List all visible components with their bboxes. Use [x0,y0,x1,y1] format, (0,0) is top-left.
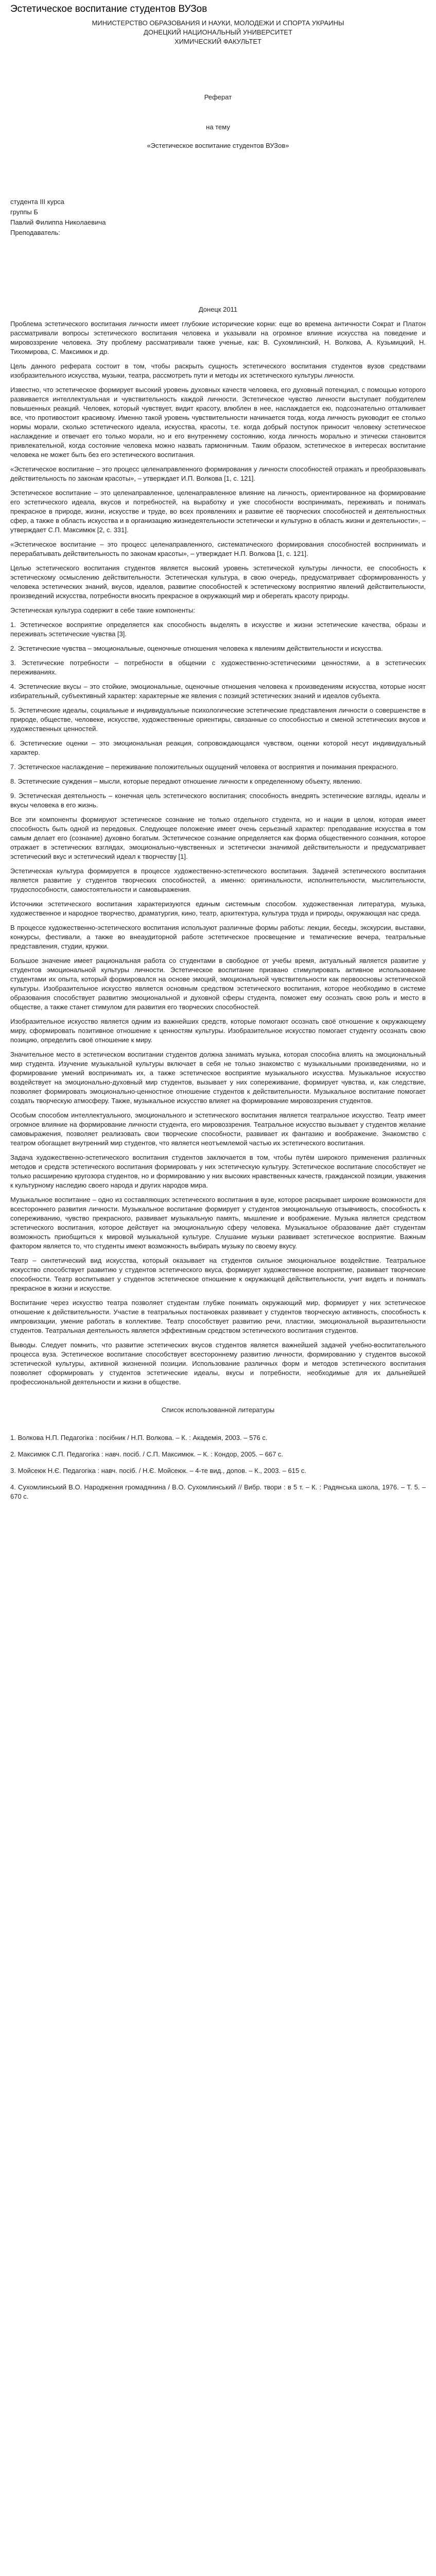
body-paragraph: 1. Эстетическое восприятие определяется как способность выделять в искусстве и жизни эстетические качества, образы и переживать эстетические чувства [3]. [10,621,426,638]
body-paragraph: 4. Эстетические вкусы – это стойкие, эмоциональные, оценочные отношения человека к произведениям искусства, которые носят избирательный, субъективный характер: характерные же явления с позиций эстетических знаний и идеалов субъекта. [10,683,426,700]
body-paragraph: 5. Эстетические идеалы, социальные и индивидуальные психологические эстетические представления личности о совершенстве в природе, обществе, человеке, искусстве, художественные ориентиры, связанные со способностью и сменой эстетических вкусов и художественных ценностей. [10,706,426,733]
body-paragraph: Источники эстетического воспитания характеризуются единым системным способом. художественная литература, музыка, художественное и народное творчество, драматургия, кино, театр, архитектура, культура труда и природы, окружающая нас среда. [10,900,426,917]
body-paragraph: Цель данного реферата состоит в том, чтобы раскрыть сущность эстетического воспитания студентов вузов средствами изобразительного искусства, музыки, театра, рассмотреть пути и методы их эстетического культуры личности. [10,362,426,379]
bibliography-item: 3. Мойсеюк Н.Є. Педагогіка : навч. посіб. / Н.Є. Мойсеюк. – 4-те вид., допов. – К., 2003. – 615 с. [10,1467,306,1475]
body-paragraph: Целью эстетического воспитания студентов является высокий уровень эстетической культуры личности, ее способность к эстетическому осмыслению действительности. Эстетическая культура, в свою очередь, предусматривает сформированность у человека эстетических знаний, вкусов, идеалов, развитие способностей к эстетическому восприятию явлений действительности, произведений искусства, потребности вносить прекрасное в окружающий мир и оберегать красоту природы. [10,564,426,600]
body-paragraph: В процессе художественно-эстетического воспитания используют различные формы работы: лекции, беседы, экскурсии, выставки, конкурсы, фестивали, а также во внеаудиторной работе эстетическое просвещение и тематические вечера, театральные представления, студии, кружки. [10,924,426,950]
bibliography-list [10,1433,426,1501]
student-course: студента III курса [10,198,64,206]
body-paragraph: Большое значение имеет рациональная работа со студентами в свободное от учебы время, актуальный является развитие у студентов эмоциональной культуры личности. Эстетическое воспитание призвано стимулировать активное использование студентами их опыта, который формировался на основе эмоций, эмоциональной чувствительности как первоосновы эстетической культуры. Изобразительное искусство является основным средством эстетического воспитания, которое необходимо в системе образования способствует развитию эмоциональной и духовной сферы студента, поможет ему осознать свою роль и место в обществе, а также станет стимулом для развития его творческих способностей. [10,957,426,1011]
body-paragraph: 6. Эстетические оценки – это эмоциональная реакция, сопровождающаяся чувством, оценки которой несут индивидуальный характер. [10,739,426,756]
body-paragraph: 3. Эстетические потребности – потребности в общении с художественно-эстетическими ценностями, а в эстетических переживаниях. [10,659,426,676]
student-name: Павлий Филиппа Николаевича [10,218,106,226]
student-info [10,197,426,238]
ministry-line: МИНИСТЕРСТВО ОБРАЗОВАНИЯ И НАУКИ, МОЛОДЕЖИ И СПОРТА УКРАИНЫ [92,19,344,27]
body-paragraph: Эстетическое воспитание – это целенаправленное, целенаправленное влияние на личность, ориентированное на формирование его эстетического идеала, вкусов и потребностей, на выработку и уже способности воспринимать, переживать и понимать прекрасное в природе, жизни, искусстве и труде, во всех проявлениях и развитие её творческих способностей и деятельностных сфер, а также в область искусства и в организацию жизнедеятельности эстетически и культурно в область жизни и деятельности», – утверждает С.П. Максимюк [2, с. 331]. [10,489,426,534]
body-paragraph: 2. Эстетические чувства – эмоциональные, оценочные отношения человека к явлениям действительности и искусства. [10,645,383,652]
body-paragraph: Задача художественно-эстетического воспитания студентов заключается в том, чтобы путём широкого применения различных методов и средств эстетического воспитания формировать у них эстетическую культуру. Эстетическое воспитание способствует не только расширению кругозора студентов, но и формированию у них высоких нравственных качеств, гражданской позиции, уважения к культурному наследию своего народа и других народов мира. [10,1154,426,1189]
body-paragraph: Изобразительное искусство является одним из важнейших средств, которые помогают осознать своё отношение к окружающему миру, сформировать позитивное отношение к ценностям культуры. Изобразительное искусство помогает студенту осознать свою позицию, определить своё отношение к миру. [10,1018,426,1044]
bibliography-item: 1. Волкова Н.П. Педагогіка : посібник / Н.П. Волкова. – К. : Академія, 2003. – 576 с. [10,1434,268,1442]
body-paragraph: Все эти компоненты формируют эстетическое сознание не только отдельного студента, но и нации в целом, которая имеет способность быть одной из передовых. Следующее положение имеет очень серьезный характер: преподавание искусства в том самым делает его (сознание) духовно богатым. Эстетическое сознание определяется как форма общественного сознания, которое отражает в эстетических взглядах, эмоционально-чувственных и эстетически значимой действительности и предусматривает эстетический вкус и эстетический идеал к творчеству [1]. [10,816,426,860]
body-paragraph: 7. Эстетическое наслаждение – переживание положительных ощущений человека от восприятия и понимания прекрасного. [10,763,398,771]
bibliography-item: 2. Максимюк С.П. Педагогіка : навч. посіб. / С.П. Максимюк. – К. : Кондор, 2005. – 667 с. [10,1450,284,1458]
body-paragraph: «Эстетическое воспитание – это процесс целенаправленного формирования у личности способностей отражать и преобразовывать действительность по законам красоты», – утверждает И.П. Волкова [1, с. 121]. [10,465,426,482]
bibliography-title: Список использованной литературы [161,1406,275,1414]
student-group: группы Б [10,208,38,216]
body-paragraph: Проблема эстетического воспитания личности имеет глубокие исторические корни: еще во времена античности Сократ и Платон рассматривали вопросы эстетического воспитания человека и указывали на огромное влияние искусства на поведение и мировоззрение человека. Эту проблему рассматривали также ученые, как: В. Сухомлинский, Н. Волкова, А. Кузьмицкий, Н. Тихомирова, С. Максимюк и др. [10,320,426,355]
page-title: Эстетическое воспитание студентов ВУЗов [10,4,207,14]
body-paragraph: Эстетическая культура формируется в процессе художественно-эстетического воспитания. Задачей эстетического воспитания является развитие у студентов творческих способностей, а именно: оригинальности, исполнительности, мыслительности, трудоспособности, самостоятельности и самовыражения. [10,867,426,893]
body-paragraph: Воспитание через искусство театра позволяет студентам глубже понимать окружающий мир, формирует у них эстетическое отношение к действительности. Участие в театральных постановках развивает у студентов творческую активность, способность к импровизации, умение работать в коллективе. Театр способствует развитию речи, пластики, эмоциональной выразительности студентов. Театральная деятельность является эффективным средством эстетического воспитания студентов. [10,1299,426,1334]
city-year: Донецк 2011 [198,306,238,313]
body-paragraph: Выводы. Следует помнить, что развитие эстетических вкусов студентов является важнейшей задачей учебно-воспитательного процесса вуза. Эстетическое воспитание способствует всестороннему развитию личности, формированию у студентов высокой эстетической культуры, активной жизненной позиции. Использование различных форм и методов эстетического воспитания позволяет сформировать у студентов эстетические идеалы, вкусы и потребности, необходимые для их дальнейшей профессиональной деятельности и жизни в обществе. [10,1341,426,1386]
university-line: ДОНЕЦКИЙ НАЦИОНАЛЬНЫЙ УНИВЕРСИТЕТ [144,28,292,36]
faculty-line: ХИМИЧЕСКИЙ ФАКУЛЬТЕТ [175,38,261,45]
body-paragraph: Особым способом интеллектуального, эмоционального и эстетического воспитания является театральное искусство. Театр имеет огромное влияние на формирование личности студента, его мировоззрения. Театральное искусство вызывает у студентов желание самовыражения, позволяет реализовать свои творческие способности, развивает их фантазию и воображение. Знакомство с театром обогащает внутренний мир студентов, что является неотъемлемой частью их эстетического воспитания. [10,1111,426,1147]
body-paragraph: Известно, что эстетическое формирует высокий уровень духовных качеств человека, его духовный потенциал, с помощью которого развивается интеллектуальная и чувствительность каждой личности. Эстетическое чувство личности выступает побудителем повышенных реакций. Человек, который чувствует, видит красоту, влюблен в нее, наслаждается ею, подсознательно отталкивает все, что противостоит красивому. Именно такой уровень чувствительности начинается тогда, когда личность руководит ее столько нормы морали, сколько эстетического идеала, искусства, красоты, т.е. когда добрый поступок приносит человеку эстетическое наслаждение и отвечает его только морали, но и его внутреннему состоянию, когда личность морально и этически становится привлекательной, когда состояние человека можно назвать гармоничным. Таким образом, эстетическое в интересах воспитание человека не может быть без его эстетического воспитания. [10,386,426,459]
body-paragraph: Значительное место в эстетическом воспитании студентов должна занимать музыка, которая способна влиять на эмоциональный мир студента. Изучение музыкальной культуры включает в себя не только знакомство с музыкальными произведениями, но и формирование умений воспринимать их, а также эстетическое восприятие музыкального искусства. Музыкальное искусство воздействует на эмоционально-духовный мир студентов, вызывает у них сопереживание, формирует чувства, и, как следствие, позволяет формировать эмоционально-ценностное отношение студентов к действительности. Музыкальное воспитание помогает создать творческую атмосферу. Также, музыкальное искусство влияет на формирование мировоззрения студентов. [10,1050,426,1105]
body-paragraph: 8. Эстетические суждения – мысли, которые передают отношение личности к определенному объекту, явлению. [10,777,362,785]
body-paragraph: Театр – синтетический вид искусства, который оказывает на студентов сильное эмоциональное воздействие. Театральное искусство способствует развитию у студентов эстетического вкуса, формирует художественное восприятие, развивает творческие способности. Театр воспитывает у студентов эстетическое отношение к окружающей действительности, учит видеть и понимать прекрасное в жизни и искусстве. [10,1257,426,1292]
topic: «Эстетическое воспитание студентов ВУЗов» [147,142,289,149]
body-paragraph: Эстетическая культура содержит в себе такие компоненты: [10,606,195,614]
doc-type: Реферат [204,93,232,101]
report-body [10,319,426,1387]
institution-header [10,19,426,46]
body-paragraph: Музыкальное воспитание – одно из составляющих эстетического воспитания в вузе, которое раскрывает широкие возможности для всестороннего развития личности. Музыкальное воспитание формирует у студентов эмоциональную отзывчивость, способность к сопереживанию, чувство прекрасного, развивает музыкальную память, мышление и воображение. Музыка является средством эстетического воспитания, которое действует на эмоциональную сферу человека. Музыкальное образование даёт студентам возможность приобщиться к мировой музыкальной культуре. Слушание музыки развивает эстетическое восприятие. Важным фактором является то, что студенты имеют возможность выбирать музыку по своему вкусу. [10,1196,426,1250]
body-paragraph: 9. Эстетическая деятельность – конечная цель эстетического воспитания; способность внедрять эстетические взгляды, идеалы и вкусы человека в его жизнь. [10,792,426,809]
on-topic-label: на тему [206,123,230,131]
body-paragraph: «Эстетическое воспитание – это процесс целенаправленного, систематического формирования способностей воспринимать и перерабатывать действительность по законам красоты», – утверждает Н.П. Волкова [1, с. 121]. [10,540,426,557]
bibliography-item: 4. Сухомлинський В.О. Народження громадянина / В.О. Сухомлинський // Вибр. твори : в 5 т. – К. : Радянська школа, 1976. – Т. 5. – 670 с. [10,1483,426,1500]
teacher-label: Преподаватель: [10,229,60,236]
